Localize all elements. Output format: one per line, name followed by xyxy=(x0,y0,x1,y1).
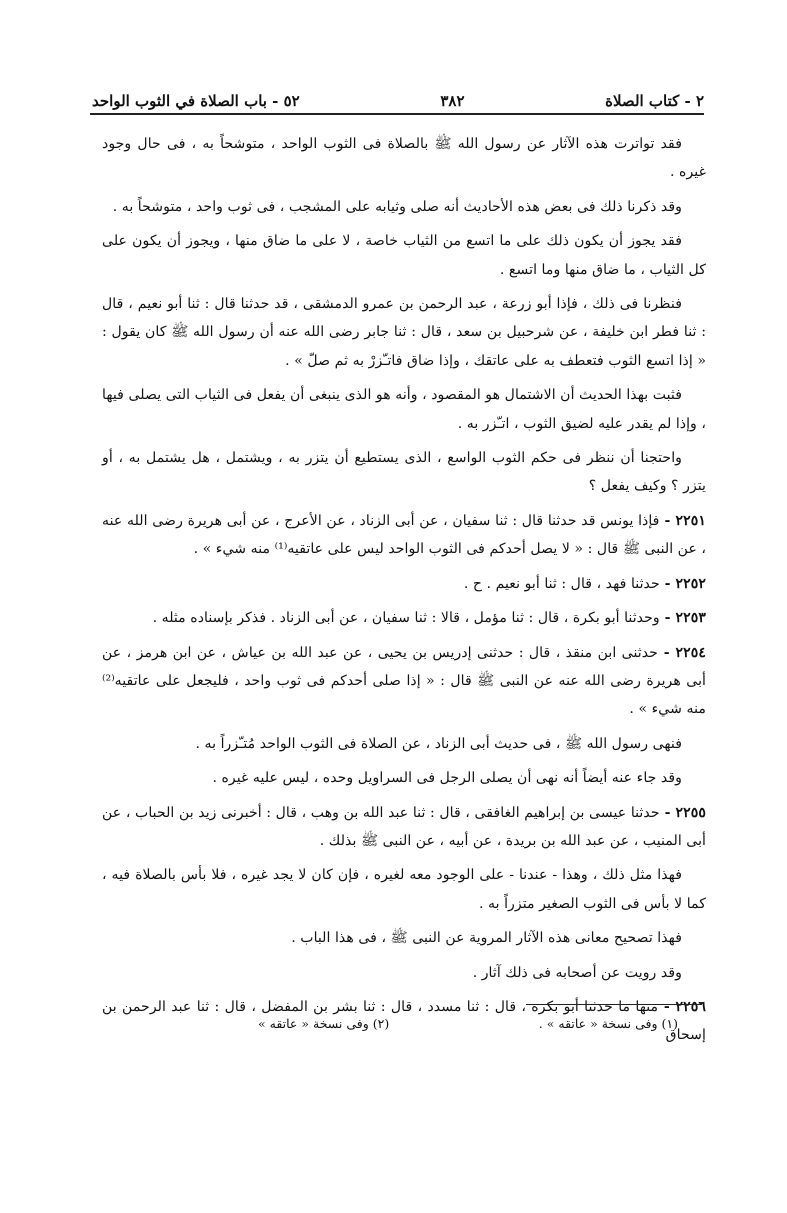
paragraph-text: فثبت بهذا الحديث أن الاشتمال هو المقصود ، وأنه هو الذى ينبغى أن يفعل فى الثياب التى يصلى فيها ، وإذا لم يقدر عليه لضيق الثوب ، اتـّزر به . xyxy=(102,387,706,432)
paragraph xyxy=(102,193,706,221)
paragraph xyxy=(102,227,706,284)
header-divider xyxy=(90,113,704,115)
footnotes xyxy=(258,1016,678,1031)
footnote-1: (١) وفى نسخة « عاتقه » . xyxy=(538,1016,678,1031)
hadith-number: ٢٢٥٣ - xyxy=(659,610,706,627)
hadith-number: ٢٢٥٦ - xyxy=(658,998,706,1015)
hadith-number: ٢٢٥٤ - xyxy=(657,644,706,661)
paragraph xyxy=(102,924,706,952)
paragraph-text: فقد تواترت هذه الآثار عن رسول الله ﷺ بالصلاة فى الثوب الواحد ، متوشحاً به ، فى حال وجود غيره . xyxy=(102,136,706,181)
footnote-2: (٢) وفى نسخة « عاتقه » xyxy=(258,1016,390,1031)
hadith-number: ٢٢٥٢ - xyxy=(659,575,706,592)
chapter-title: ٥٢ - باب الصلاة في الثوب الواحد xyxy=(92,92,300,110)
hadith-entry xyxy=(102,507,706,564)
hadith-entry xyxy=(102,639,706,724)
paragraph-text: فقد يجوز أن يكون ذلك على ما اتسع من الثياب خاصة ، لا على ما ضاق منها ، ويجوز أن يكون على كل الثياب ، ما ضاق منها وما اتسع . xyxy=(102,233,706,278)
paragraph-text: حدثنى ابن منقذ ، قال : حدثنى إدريس بن يحيى ، عن عبد الله بن عياش ، عن ابن هرمز ، عن أبى هريرة رضى الله عنه عن النبى ﷺ قال : « إذا صلى أحدكم فى ثوب واحد ، فليجعل على عاتقيه⁽²⁾ منه شيء » . xyxy=(102,644,706,718)
body-text xyxy=(102,130,706,1056)
hadith-number: ٢٢٥١ - xyxy=(659,512,706,529)
paragraph-text: فنظرنا فى ذلك ، فإذا أبو زرعة ، عبد الرحمن بن عمرو الدمشقى ، قد حدثنا قال : ثنا أبو نعيم ، قال : ثنا فطر ابن خليفة ، عن شرحبيل بن سعد ، قال : ثنا جابر رضى الله عنه أن رسول الله ﷺ كان يقول : « إذا اتسع الثوب فتعطف به على عاتقك ، وإذا ضاق فاتـّزرْ به ثم صلّ » . xyxy=(102,296,706,369)
hadith-entry xyxy=(102,799,706,856)
running-header xyxy=(92,84,704,110)
page-number: ٣٨٢ xyxy=(440,92,465,110)
paragraph-text: وقد رويت عن أصحابه فى ذلك آثار . xyxy=(472,964,682,981)
footnote-divider xyxy=(526,1004,702,1005)
paragraph-text: وحدثنا أبو بكرة ، قال : ثنا مؤمل ، قالا : ثنا سفيان ، عن أبى الزناد . فذكر بإسناده مثله . xyxy=(152,610,660,627)
paragraph-text: وقد جاء عنه أيضاً أنه نهى أن يصلى الرجل فى السراويل وحده ، ليس عليه غيره . xyxy=(212,770,682,787)
paragraph-text: فإذا يونس قد حدثنا قال : ثنا سفيان ، عن أبى الزناد ، عن الأعرج ، عن أبى هريرة رضى الله عنه ، عن النبى ﷺ قال : « لا يصل أحدكم فى الثوب الواحد ليس على عاتقيه⁽¹⁾ منه شيء » . xyxy=(102,512,706,558)
paragraph xyxy=(102,764,706,792)
paragraph-text: حدثنا عيسى بن إبراهيم الغافقى ، قال : ثنا عبد الله بن وهب ، قال : أخبرنى زيد بن الحباب ، عن أبى المنيب ، عن عبد الله بن بريدة ، عن أبيه ، عن النبى ﷺ بذلك . xyxy=(102,804,706,849)
hadith-entry xyxy=(102,604,706,632)
paragraph-text: فهذا تصحيح معانى هذه الآثار المروية عن النبى ﷺ ، فى هذا الباب . xyxy=(291,930,682,947)
paragraph xyxy=(102,959,706,987)
paragraph xyxy=(102,730,706,758)
paragraph xyxy=(102,130,706,187)
book-title: ٢ - كتاب الصلاة xyxy=(605,92,704,110)
paragraph xyxy=(102,381,706,438)
paragraph xyxy=(102,290,706,375)
paragraph-text: وقد ذكرنا ذلك فى بعض هذه الأحاديث أنه صلى وثيابه على المشجب ، فى ثوب واحد ، متوشحاً به . xyxy=(112,198,682,215)
paragraph-text: فهذا مثل ذلك ، وهذا - عندنا - على الوجود معه لغيره ، فإن كان لا يجد غيره ، فلا بأس بالصلاة فيه ، كما لا بأس فى الثوب الصغير متزراً به . xyxy=(102,867,706,912)
paragraph-text: واحتجنا أن ننظر فى حكم الثوب الواسع ، الذى يستطيع أن يتزر به ، ويشتمل ، هل يشتمل به ، أو يتزر ؟ وكيف يفعل ؟ xyxy=(102,450,706,495)
paragraph xyxy=(102,861,706,918)
paragraph-text: فنهى رسول الله ﷺ ، فى حديث أبى الزناد ، عن الصلاة فى الثوب الواحد مُتـّزراً به . xyxy=(195,735,682,752)
paragraph xyxy=(102,444,706,501)
paragraph-text: حدثنا فهد ، قال : ثنا أبو نعيم . ح . xyxy=(463,575,660,592)
paragraph-text: منها ما حدثنا أبو بكرة ، قال : ثنا مسدد ، قال : ثنا بشر بن المفضل ، قال : ثنا عبد الرحمن بن إسحاق xyxy=(102,998,706,1044)
hadith-number: ٢٢٥٥ - xyxy=(659,804,706,821)
hadith-entry xyxy=(102,570,706,598)
